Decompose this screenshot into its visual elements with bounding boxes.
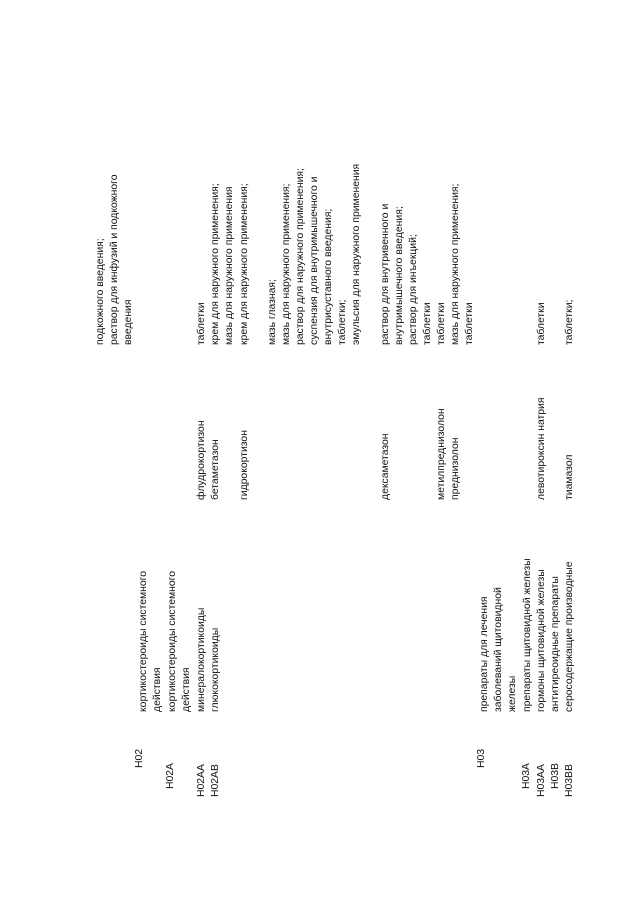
form-line: мазь для наружного применения; (281, 183, 292, 345)
atc-code: H02A (165, 763, 176, 789)
drug-name: флудрокортизон (196, 420, 207, 500)
drug-name: бетаметазон (210, 439, 221, 500)
atc-name: препараты для лечения (479, 596, 490, 712)
atc-code: H03 (476, 748, 487, 768)
form-line: раствор для инъекций; (408, 234, 419, 345)
form-line: суспензия для внутримышечного и (309, 176, 320, 345)
form-line: внутримышечного введения; (394, 206, 405, 345)
form-line: раствор для инфузий и подкожного (109, 174, 120, 345)
form-line: крем для наружного применения; (239, 183, 250, 345)
atc-name: заболеваний щитовидной (493, 587, 504, 712)
form-line: мазь для наружного применения; (450, 183, 461, 345)
drug-name: тиамазол (564, 454, 575, 500)
atc-code: H03B (550, 763, 561, 789)
form-line: раствор для наружного применения; (295, 168, 306, 345)
atc-code: H03AA (536, 764, 547, 797)
atc-code: H03A (521, 763, 532, 789)
atc-name: гормоны щитовидной железы (536, 569, 547, 712)
form-line: таблетки; (337, 299, 348, 345)
atc-name: кортикостероиды системного (167, 570, 178, 712)
drug-name: дексаметазон (380, 433, 391, 500)
form-line: мазь для наружного применения (224, 186, 235, 345)
form-line: таблетки (422, 302, 433, 345)
atc-code: H02AB (210, 764, 221, 797)
atc-name: минералокортикоиды (196, 607, 207, 712)
form-line: таблетки (536, 302, 547, 345)
atc-name: глюкокортикоиды (210, 627, 221, 712)
atc-name: действия (181, 667, 192, 712)
form-line: внутрисуставного введения; (323, 208, 334, 345)
form-line: таблетки; (564, 299, 575, 345)
drug-name: метилпреднизолон (436, 408, 447, 500)
atc-name: кортикостероиды системного (138, 570, 149, 712)
drug-name: левотироксин натрия (536, 397, 547, 500)
atc-code: H03BB (564, 764, 575, 797)
form-line: таблетки (196, 302, 207, 345)
form-line: эмульсия для наружного применения (351, 163, 362, 345)
atc-code: H02 (134, 748, 145, 768)
atc-name: антитиреоидные препараты (550, 576, 561, 712)
form-line: введения (123, 299, 134, 345)
form-line: таблетки (464, 302, 475, 345)
atc-code: H02AA (196, 764, 207, 797)
drug-name: преднизолон (450, 437, 461, 500)
form-line: раствор для внутривенного и (380, 203, 391, 345)
atc-name: железы (507, 675, 518, 712)
atc-name: препараты щитовидной железы (522, 558, 533, 712)
atc-name: серосодержащие производные (564, 561, 575, 712)
form-line: крем для наружного применения; (210, 183, 221, 345)
form-line: подкожного введения; (95, 238, 106, 345)
drug-name: гидрокортизон (239, 430, 250, 500)
atc-name: действия (152, 667, 163, 712)
form-line: таблетки (436, 302, 447, 345)
form-line: мазь глазная; (267, 279, 278, 345)
